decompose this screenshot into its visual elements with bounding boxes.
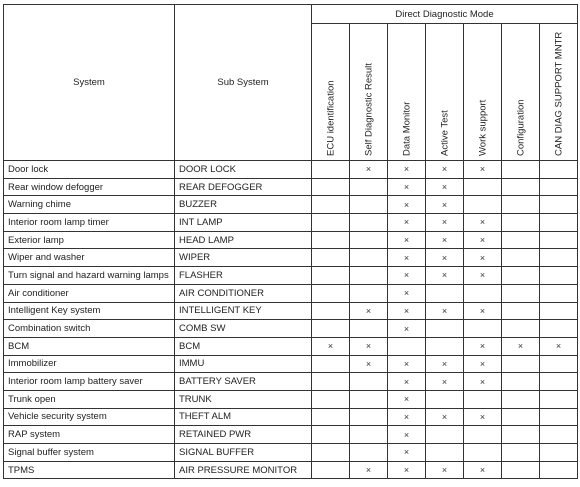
mode-support-cell bbox=[502, 390, 540, 408]
mode-support-cell bbox=[350, 426, 388, 444]
table-row bbox=[4, 373, 578, 391]
subsystem-cell: SIGNAL BUFFER bbox=[175, 444, 312, 462]
mode-support-cell: × bbox=[388, 178, 426, 196]
mode-support-cell: × bbox=[388, 267, 426, 285]
mode-label: CAN DIAG SUPPORT MNTR bbox=[553, 31, 564, 156]
table-row bbox=[4, 320, 578, 338]
mode-support-cell: × bbox=[388, 284, 426, 302]
mode-support-cell bbox=[312, 249, 350, 267]
mode-header-configuration bbox=[502, 24, 540, 161]
mode-support-cell bbox=[426, 444, 464, 462]
mode-support-cell bbox=[502, 284, 540, 302]
mode-support-cell bbox=[388, 337, 426, 355]
mode-support-cell: × bbox=[502, 337, 540, 355]
mode-support-cell: × bbox=[388, 214, 426, 232]
system-cell: Interior room lamp timer bbox=[4, 214, 175, 232]
direct-diagnostic-mode-header: Direct Diagnostic Mode bbox=[312, 5, 578, 24]
mode-support-cell bbox=[464, 196, 502, 214]
subsystem-cell: THEFT ALM bbox=[175, 408, 312, 426]
subsystem-cell: BCM bbox=[175, 337, 312, 355]
mode-support-cell bbox=[540, 444, 578, 462]
subsystem-cell: REAR DEFOGGER bbox=[175, 178, 312, 196]
mode-support-cell: × bbox=[426, 267, 464, 285]
mode-support-cell: × bbox=[426, 161, 464, 179]
mode-support-cell bbox=[426, 320, 464, 338]
mode-support-cell bbox=[350, 408, 388, 426]
mode-support-cell bbox=[426, 284, 464, 302]
direct-diagnostic-mode-table bbox=[3, 4, 578, 479]
mode-support-cell bbox=[464, 320, 502, 338]
mode-label: Data Monitor bbox=[401, 101, 412, 156]
mode-support-cell bbox=[540, 178, 578, 196]
mode-support-cell bbox=[312, 178, 350, 196]
mode-support-cell bbox=[312, 284, 350, 302]
system-cell: Combination switch bbox=[4, 320, 175, 338]
table-row bbox=[4, 426, 578, 444]
mode-support-cell bbox=[464, 284, 502, 302]
mode-support-cell: × bbox=[388, 461, 426, 479]
mode-support-cell bbox=[350, 178, 388, 196]
mode-support-cell: × bbox=[388, 302, 426, 320]
mode-support-cell bbox=[312, 373, 350, 391]
mode-support-cell: × bbox=[426, 408, 464, 426]
mode-support-cell: × bbox=[464, 373, 502, 391]
mode-support-cell: × bbox=[388, 355, 426, 373]
system-cell: Door lock bbox=[4, 161, 175, 179]
mode-support-cell: × bbox=[464, 355, 502, 373]
mode-support-cell bbox=[350, 444, 388, 462]
mode-support-cell: × bbox=[464, 267, 502, 285]
mode-support-cell bbox=[502, 461, 540, 479]
mode-support-cell: × bbox=[388, 196, 426, 214]
subsystem-cell: FLASHER bbox=[175, 267, 312, 285]
mode-support-cell: × bbox=[388, 444, 426, 462]
mode-support-cell bbox=[540, 408, 578, 426]
subsystem-cell: INT LAMP bbox=[175, 214, 312, 232]
mode-label: Active Test bbox=[439, 110, 450, 156]
mode-header-self-diagnostic-result bbox=[350, 24, 388, 161]
mode-support-cell: × bbox=[464, 249, 502, 267]
mode-support-cell bbox=[540, 302, 578, 320]
subsystem-cell: AIR PRESSURE MONITOR bbox=[175, 461, 312, 479]
system-cell: Turn signal and hazard warning lamps bbox=[4, 267, 175, 285]
system-cell: Trunk open bbox=[4, 390, 175, 408]
mode-support-cell: × bbox=[426, 373, 464, 391]
table-row bbox=[4, 196, 578, 214]
system-cell: Vehicle security system bbox=[4, 408, 175, 426]
mode-support-cell bbox=[502, 249, 540, 267]
mode-support-cell bbox=[540, 426, 578, 444]
mode-support-cell bbox=[350, 320, 388, 338]
system-cell: BCM bbox=[4, 337, 175, 355]
mode-support-cell: × bbox=[464, 337, 502, 355]
mode-support-cell: × bbox=[388, 408, 426, 426]
mode-support-cell: × bbox=[426, 302, 464, 320]
mode-support-cell bbox=[426, 426, 464, 444]
table-row bbox=[4, 408, 578, 426]
mode-support-cell: × bbox=[426, 178, 464, 196]
mode-support-cell: × bbox=[388, 390, 426, 408]
subsystem-cell: INTELLIGENT KEY bbox=[175, 302, 312, 320]
mode-support-cell bbox=[540, 355, 578, 373]
mode-support-cell bbox=[350, 390, 388, 408]
system-cell: TPMS bbox=[4, 461, 175, 479]
mode-support-cell bbox=[540, 390, 578, 408]
system-cell: Air conditioner bbox=[4, 284, 175, 302]
system-cell: Intelligent Key system bbox=[4, 302, 175, 320]
subsystem-cell: DOOR LOCK bbox=[175, 161, 312, 179]
mode-support-cell: × bbox=[388, 161, 426, 179]
mode-header-data-monitor bbox=[388, 24, 426, 161]
mode-support-cell bbox=[312, 461, 350, 479]
subsystem-cell: AIR CONDITIONER bbox=[175, 284, 312, 302]
mode-support-cell: × bbox=[426, 249, 464, 267]
table-row bbox=[4, 355, 578, 373]
mode-label: ECU identification bbox=[325, 80, 336, 156]
mode-support-cell: × bbox=[388, 373, 426, 391]
mode-support-cell bbox=[312, 302, 350, 320]
mode-support-cell: × bbox=[426, 231, 464, 249]
mode-support-cell bbox=[502, 355, 540, 373]
table-row bbox=[4, 214, 578, 232]
mode-support-cell bbox=[426, 337, 464, 355]
mode-support-cell bbox=[350, 267, 388, 285]
mode-support-cell: × bbox=[426, 461, 464, 479]
system-cell: Signal buffer system bbox=[4, 444, 175, 462]
mode-support-cell: × bbox=[464, 461, 502, 479]
mode-support-cell bbox=[464, 390, 502, 408]
mode-support-cell bbox=[350, 214, 388, 232]
mode-support-cell: × bbox=[464, 161, 502, 179]
mode-support-cell: × bbox=[350, 302, 388, 320]
mode-header-can-diag-support-mntr bbox=[540, 24, 578, 161]
mode-support-cell: × bbox=[426, 214, 464, 232]
table-row bbox=[4, 302, 578, 320]
system-cell: Immobilizer bbox=[4, 355, 175, 373]
mode-support-cell bbox=[312, 355, 350, 373]
mode-support-cell: × bbox=[426, 196, 464, 214]
mode-support-cell bbox=[312, 214, 350, 232]
mode-support-cell bbox=[312, 320, 350, 338]
mode-support-cell: × bbox=[350, 337, 388, 355]
mode-support-cell bbox=[502, 408, 540, 426]
mode-support-cell bbox=[502, 178, 540, 196]
mode-support-cell bbox=[502, 426, 540, 444]
subsystem-cell: BUZZER bbox=[175, 196, 312, 214]
subsystem-cell: IMMU bbox=[175, 355, 312, 373]
mode-label: Work support bbox=[477, 99, 488, 156]
mode-support-cell: × bbox=[464, 302, 502, 320]
mode-label: Self Diagnostic Result bbox=[363, 63, 374, 156]
mode-support-cell bbox=[312, 161, 350, 179]
mode-support-cell: × bbox=[388, 426, 426, 444]
mode-support-cell bbox=[312, 196, 350, 214]
mode-support-cell bbox=[464, 178, 502, 196]
system-cell: Interior room lamp battery saver bbox=[4, 373, 175, 391]
subsystem-header: Sub System bbox=[175, 5, 312, 161]
system-cell: RAP system bbox=[4, 426, 175, 444]
mode-support-cell bbox=[540, 214, 578, 232]
mode-support-cell: × bbox=[464, 231, 502, 249]
mode-support-cell bbox=[502, 196, 540, 214]
mode-support-cell bbox=[350, 284, 388, 302]
mode-support-cell bbox=[350, 231, 388, 249]
mode-support-cell: × bbox=[350, 461, 388, 479]
mode-support-cell bbox=[540, 231, 578, 249]
table-row bbox=[4, 249, 578, 267]
mode-support-cell bbox=[502, 320, 540, 338]
mode-support-cell bbox=[502, 214, 540, 232]
mode-support-cell bbox=[502, 373, 540, 391]
mode-support-cell bbox=[350, 196, 388, 214]
mode-support-cell: × bbox=[540, 337, 578, 355]
table-row bbox=[4, 390, 578, 408]
table-row bbox=[4, 284, 578, 302]
mode-label: Configuration bbox=[515, 99, 526, 156]
table-row bbox=[4, 231, 578, 249]
mode-support-cell bbox=[312, 426, 350, 444]
table-row bbox=[4, 461, 578, 479]
system-cell: Exterior lamp bbox=[4, 231, 175, 249]
table-row bbox=[4, 444, 578, 462]
subsystem-cell: COMB SW bbox=[175, 320, 312, 338]
system-cell: Rear window defogger bbox=[4, 178, 175, 196]
subsystem-cell: WIPER bbox=[175, 249, 312, 267]
mode-support-cell bbox=[540, 461, 578, 479]
mode-support-cell: × bbox=[388, 231, 426, 249]
mode-support-cell bbox=[350, 373, 388, 391]
mode-support-cell bbox=[540, 196, 578, 214]
mode-support-cell bbox=[502, 302, 540, 320]
mode-support-cell bbox=[350, 249, 388, 267]
mode-support-cell: × bbox=[350, 355, 388, 373]
mode-support-cell bbox=[540, 284, 578, 302]
mode-support-cell bbox=[312, 408, 350, 426]
mode-support-cell bbox=[540, 373, 578, 391]
mode-header-ecu-identification bbox=[312, 24, 350, 161]
mode-header-active-test bbox=[426, 24, 464, 161]
system-header: System bbox=[4, 5, 175, 161]
mode-support-cell bbox=[312, 267, 350, 285]
mode-support-cell bbox=[540, 161, 578, 179]
mode-support-cell bbox=[502, 161, 540, 179]
mode-support-cell bbox=[464, 444, 502, 462]
mode-support-cell: × bbox=[388, 249, 426, 267]
mode-support-cell: × bbox=[426, 355, 464, 373]
mode-support-cell bbox=[502, 231, 540, 249]
mode-support-cell bbox=[312, 444, 350, 462]
system-cell: Wiper and washer bbox=[4, 249, 175, 267]
mode-support-cell bbox=[312, 231, 350, 249]
table-row bbox=[4, 267, 578, 285]
subsystem-cell: BATTERY SAVER bbox=[175, 373, 312, 391]
mode-support-cell bbox=[540, 320, 578, 338]
mode-support-cell: × bbox=[350, 161, 388, 179]
table-row bbox=[4, 337, 578, 355]
mode-support-cell bbox=[502, 444, 540, 462]
table-row bbox=[4, 161, 578, 179]
mode-support-cell: × bbox=[388, 320, 426, 338]
mode-support-cell bbox=[540, 249, 578, 267]
subsystem-cell: HEAD LAMP bbox=[175, 231, 312, 249]
mode-support-cell: × bbox=[464, 214, 502, 232]
system-cell: Warning chime bbox=[4, 196, 175, 214]
mode-header-work-support bbox=[464, 24, 502, 161]
mode-support-cell bbox=[312, 390, 350, 408]
mode-support-cell bbox=[464, 426, 502, 444]
mode-support-cell: × bbox=[464, 408, 502, 426]
mode-support-cell bbox=[426, 390, 464, 408]
mode-support-cell bbox=[502, 267, 540, 285]
mode-support-cell: × bbox=[312, 337, 350, 355]
mode-support-cell bbox=[540, 267, 578, 285]
subsystem-cell: TRUNK bbox=[175, 390, 312, 408]
subsystem-cell: RETAINED PWR bbox=[175, 426, 312, 444]
table-row bbox=[4, 178, 578, 196]
